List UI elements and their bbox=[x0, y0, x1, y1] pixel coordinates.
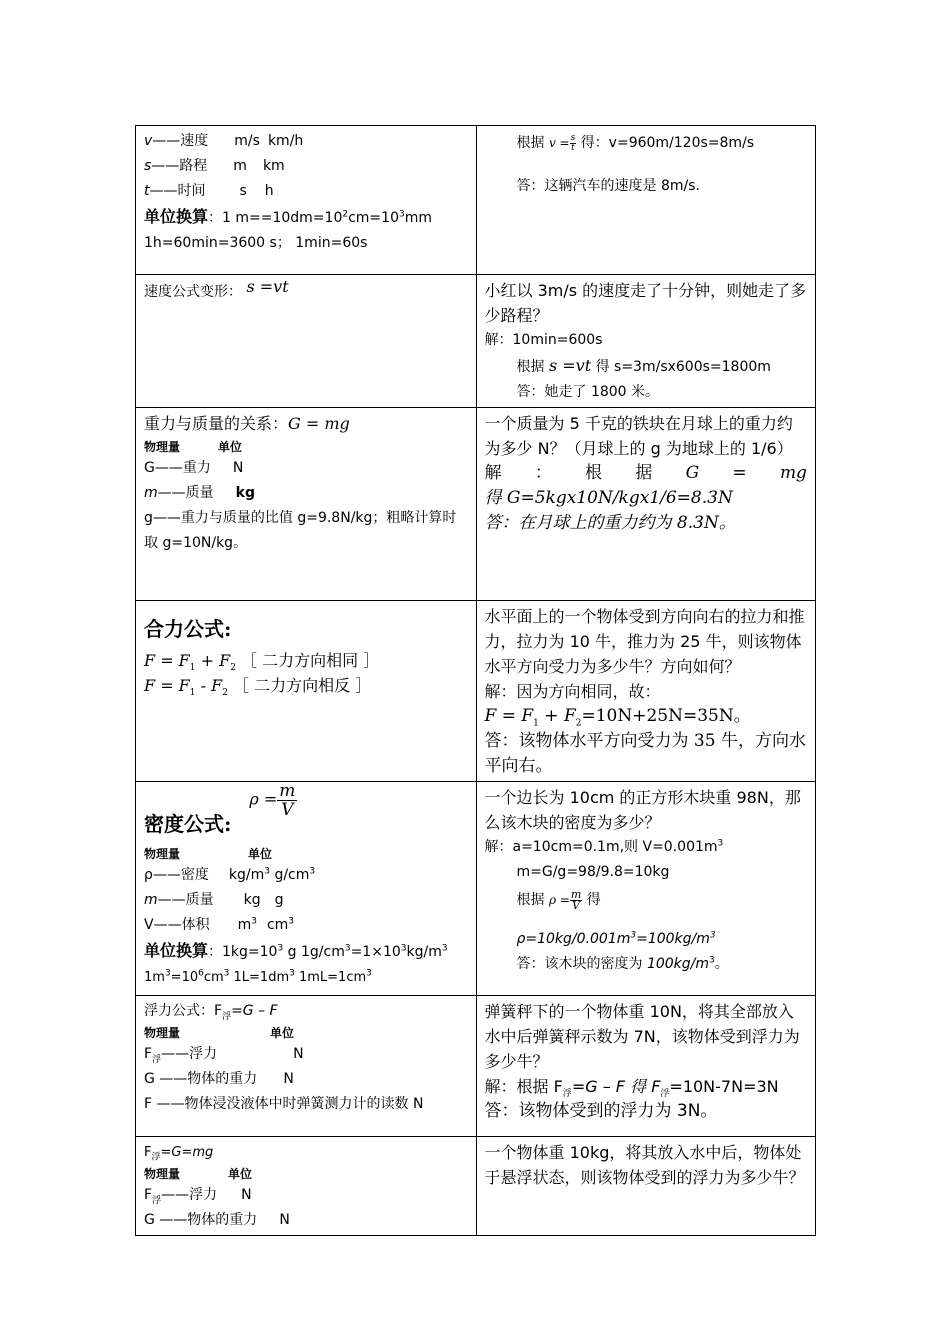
density-example-cell bbox=[476, 782, 816, 996]
suspension-title: $F_浮=G=mg$ bbox=[144, 1145, 214, 1163]
distance-formula: s =vt bbox=[246, 277, 289, 296]
density-answer: 答：该木块的密度为 $100kg/m^3$。 bbox=[516, 955, 729, 972]
buoyancy-cell bbox=[136, 996, 477, 1137]
density-title-line: 密度公式: ρ = $\frac{m}{V}$ bbox=[144, 781, 296, 836]
resultant-example-cell bbox=[476, 601, 816, 782]
distance-example-cell bbox=[476, 275, 816, 408]
buoyancy-g-line: G ——物体的重力 N bbox=[144, 1071, 294, 1087]
gravity-solution: 解 ： 根 据 G = mg bbox=[484, 463, 807, 483]
resultant-same-direction: $F = F_1 + F_2$ ［ 二力方向相同 ］ bbox=[144, 651, 380, 674]
unit-conversion-line: 单位换算：1 $m==10dm=10^2cm=10^3mm$ bbox=[144, 207, 432, 226]
density-header: 物理量 单位 bbox=[144, 847, 273, 861]
resultant-question: 水平面上的一个物体受到方向向右的拉力和推力，拉力为 10 牛，推力为 25 牛，则该物体水平方向受力为多少牛？方向如何？ bbox=[484, 607, 805, 676]
density-formula: ρ = $\frac{m}{V}$ bbox=[249, 781, 296, 820]
suspension-example-cell bbox=[476, 1137, 816, 1236]
resultant-force-cell bbox=[136, 601, 477, 782]
table-row bbox=[136, 408, 816, 601]
distance-line: s——路程 m km bbox=[144, 158, 285, 174]
density-question: 一个边长为 10cm 的正方形木块重 98N，那么该木块的密度为多少？ bbox=[484, 788, 801, 832]
gravity-ratio-line: g——重力与质量的比值 g=9.8N/kg；粗略计算时取 g=10N/kg。 bbox=[144, 510, 457, 551]
buoyancy-title: 浮力公式：$F_浮=G - F$ bbox=[144, 1003, 278, 1022]
speed-variant-cell bbox=[136, 275, 477, 408]
resultant-calc: $F = F_1 + F_2=10N+25N=35N$。 bbox=[484, 706, 751, 729]
speed-variant-line: 速度公式变形： s =vt bbox=[144, 277, 289, 300]
speed-units-cell bbox=[136, 126, 477, 275]
gravity-g-line: G——重力 N bbox=[144, 460, 244, 476]
distance-calc-line: 根据 s =vt 得 s=3m/sx600s=1800m bbox=[516, 356, 771, 375]
speed-line: v——速度 m/s km/h bbox=[144, 133, 304, 149]
gravity-title: 重力与质量的关系：G = mg bbox=[144, 414, 350, 433]
speed-example-cell bbox=[476, 126, 816, 275]
buoyancy-solution: 解：根据 $F_浮=G - F$ 得 $F_浮=10N-7N=3N$ bbox=[484, 1077, 779, 1100]
gravity-cell bbox=[136, 408, 477, 601]
buoyancy-example-cell bbox=[476, 996, 816, 1137]
density-v-line: V——体积 $m^3$ $cm^3$ bbox=[144, 916, 295, 933]
distance-answer: 答：她走了 1800 米。 bbox=[516, 384, 660, 400]
gravity-header: 物理量 单位 bbox=[144, 440, 243, 454]
buoyancy-answer: 答：该物体受到的浮力为 3N。 bbox=[484, 1101, 718, 1121]
gravity-example-cell bbox=[476, 408, 816, 601]
gravity-question: 一个质量为 5 千克的铁块在月球上的重力约为多少 N？（月球上的 g 为地球上的 1/6） bbox=[484, 414, 793, 458]
resultant-solution: 解：因为方向相同，故： bbox=[484, 682, 661, 701]
suspension-f-line: $F_浮——$浮力 N bbox=[144, 1187, 252, 1206]
table-row bbox=[136, 601, 816, 782]
time-conversion-line: 1h=60min=3600 s； 1min=60s bbox=[144, 235, 368, 251]
density-rho-line: ρ——密度 $kg/m^3$ $g/cm^3$ bbox=[144, 866, 316, 883]
table-row bbox=[136, 996, 816, 1137]
table-row bbox=[136, 782, 816, 996]
table-row bbox=[136, 126, 816, 275]
formula-table bbox=[135, 125, 816, 1236]
suspension-header: 物理量 单位 bbox=[144, 1167, 253, 1181]
density-conversion-2: $1m^3=10^6cm^3$ $1L=1dm^3$ $1mL=1cm^3$ bbox=[144, 968, 372, 985]
speed-answer: 答：这辆汽车的速度是 8m/s. bbox=[516, 178, 700, 194]
density-according: 根据 ρ = $\frac{m}{V}$ 得 bbox=[516, 887, 601, 912]
suspension-g-line: G ——物体的重力 N bbox=[144, 1212, 290, 1228]
table-row bbox=[136, 1137, 816, 1236]
buoyancy-header: 物理量 单位 bbox=[144, 1026, 295, 1040]
distance-question: 小红以 3m/s 的速度走了十分钟，则她走了多少路程？ bbox=[484, 281, 807, 325]
speed-calc-line: 根据 v = $\frac{s}{t}$ 得：v=960m/120s=8m/s bbox=[516, 132, 755, 153]
resultant-force-title: 合力公式: bbox=[144, 617, 232, 641]
speed-fraction: $\frac{s}{t}$ bbox=[570, 132, 576, 153]
suspension-question: 一个物体重 10kg，将其放入水中后，物体处于悬浮状态，则该物体受到的浮力为多少牛？ bbox=[484, 1143, 805, 1187]
density-conversion-1: 单位换算：$1kg=10^3$ g $1g/cm^3=1\times 10^3kg/m^3$ bbox=[144, 941, 448, 960]
gravity-answer: 答：在月球上的重力约为 8.3N。 bbox=[484, 513, 736, 533]
density-calc: $\rho=10kg/0.001m^3=100kg/m^3$ bbox=[516, 930, 716, 947]
resultant-opposite-direction: $F = F_1 - F_2$ ［ 二力方向相反 ］ bbox=[144, 676, 372, 699]
density-m-line: m——质量 kg g bbox=[144, 892, 284, 908]
density-solution: 解：a=10cm=0.1m,则 $V=0.001m^3$ bbox=[484, 838, 724, 855]
gravity-calc: 得 G=5kgx10N/kgx1/6=8.3N bbox=[484, 488, 733, 508]
distance-solution: 解：10min=600s bbox=[484, 332, 603, 348]
gravity-m-line: m——质量 kg bbox=[144, 485, 255, 501]
density-cell bbox=[136, 782, 477, 996]
buoyancy-f-line: $F_浮——$浮力 N bbox=[144, 1046, 304, 1065]
density-mass-calc: m=G/g=98/9.8=10kg bbox=[516, 864, 670, 880]
time-line: t——时间 s h bbox=[144, 183, 274, 199]
resultant-answer: 答：该物体水平方向受力为 35 牛，方向水平向右。 bbox=[484, 731, 806, 776]
table-row bbox=[136, 275, 816, 408]
buoyancy-question: 弹簧秤下的一个物体重 10N，将其全部放入水中后弹簧秤示数为 7N，该物体受到浮力为多少牛？ bbox=[484, 1002, 800, 1071]
buoyancy-reading-line: F ——物体浸没液体中时弹簧测力计的读数 N bbox=[144, 1096, 424, 1112]
suspension-cell bbox=[136, 1137, 477, 1236]
